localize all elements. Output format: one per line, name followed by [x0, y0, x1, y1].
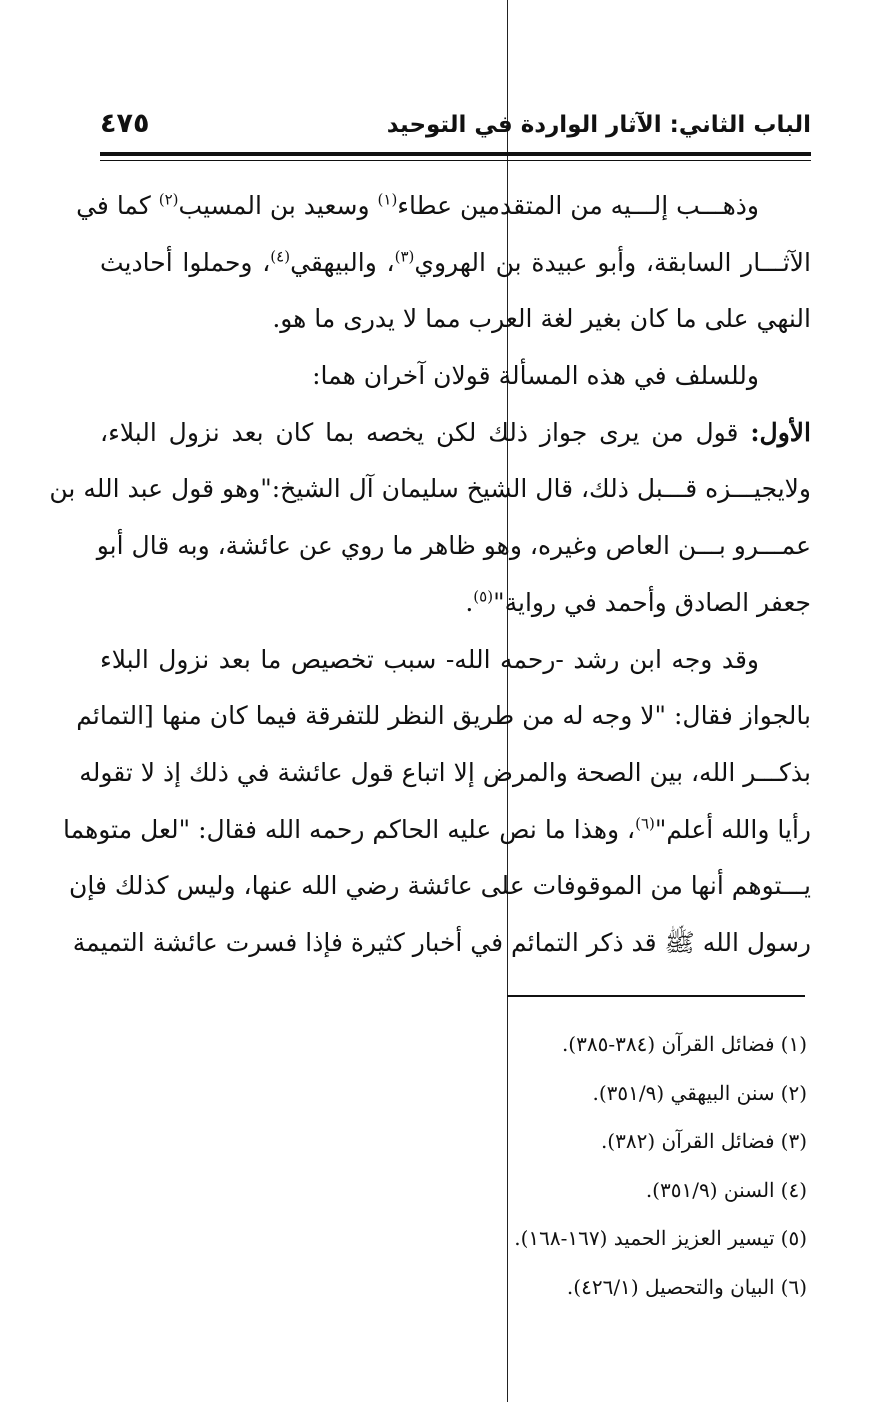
text-line [63, 802, 811, 859]
footnote-ref: (٦) [635, 814, 655, 833]
footnote-ref: (٥) [473, 587, 494, 606]
footnotes [514, 1020, 807, 1311]
text-line: يـــتوهم أنها من الموقوفات على عائشة رضي الله عنها، وليس كذلك فإن [68, 871, 811, 901]
footnote-separator [507, 995, 805, 997]
footnote-number: (١) [780, 1032, 807, 1056]
text-segment: قول من يرى جواز ذلك لكن يخصه بما كان بعد نزول البلاء، [100, 417, 739, 447]
footnote-ref: (٣) [394, 247, 415, 266]
footnote-ref: (٤) [270, 247, 291, 266]
text-segment: رأيا والله أعلم" [654, 814, 811, 844]
footnote-text: فضائل القرآن (٣٨٤-٣٨٥). [561, 1032, 775, 1056]
text-segment: كما في [76, 191, 159, 220]
text-line: رسول الله ﷺ قد ذكر التمائم في أخبار كثيرة فإذا فسرت عائشة التميمة [72, 927, 811, 957]
footnote-ref: (١) [377, 190, 398, 209]
text-line: ولايجيـــزه قـــبل ذلك، قال الشيخ سليمان آل الشيخ:"وهو قول عبد الله بن [49, 474, 811, 504]
text-segment: ، والبيهقي [290, 247, 395, 277]
footnote-number: (٢) [780, 1080, 807, 1105]
main-text [49, 178, 812, 972]
footnote-number: (٣) [780, 1129, 807, 1153]
footnote-ref: (٢) [158, 190, 179, 209]
text-line: عمـــرو بـــن العاص وغيره، وهو ظاهر ما روي عن عائشة، وبه قال أبو [96, 531, 811, 561]
text-line: النهي على ما كان بغير لغة العرب مما لا يدرى ما هو. [272, 304, 811, 334]
text-segment: الآثـــار السابقة، وأبو عبيدة بن الهروي [414, 247, 812, 277]
footnote-number: (٥) [780, 1226, 807, 1250]
text-segment: ، وهذا ما نص عليه الحاكم رحمه الله فقال: "لعل متوهما [63, 814, 636, 844]
text-segment: . [465, 587, 474, 617]
footnote-text: فضائل القرآن (٣٨٢). [600, 1129, 775, 1153]
text-line: وقد وجه ابن رشد -رحمه الله- سبب تخصيص ما بعد نزول البلاء [100, 644, 759, 674]
text-segment: جعفر الصادق وأحمد في رواية" [493, 587, 811, 617]
text-line [100, 405, 811, 462]
text-line: وللسلف في هذه المسألة قولان آخران هما: [312, 361, 759, 391]
text-line: بالجواز فقال: "لا وجه له من طريق النظر للتفرقة فيما كان منها [التمائم [76, 701, 811, 731]
footnote-text: البيان والتحصيل (٤٢٦/١). [566, 1274, 775, 1299]
footnote-text: سنن البيهقي (٣٥١/٩). [592, 1080, 775, 1105]
text-line: بذكـــر الله، بين الصحة والمرض إلا اتباع قول عائشة في ذلك إذ لا تقوله [79, 757, 811, 787]
text-segment: ، وحملوا أحاديث [100, 247, 271, 277]
section-lead: الأول: [750, 417, 811, 447]
header-rule-thick [100, 152, 811, 156]
page-number: ٤٧٥ [100, 108, 150, 139]
footnote-text: تيسير العزيز الحميد (١٦٧-١٦٨). [514, 1226, 775, 1250]
footnote-number: (٦) [780, 1274, 807, 1299]
footnote [514, 1117, 807, 1166]
header-rule-thin [100, 160, 811, 161]
text-segment: وذهـــب إلـــيه من المتقدمين عطاء [397, 191, 759, 220]
footnote [514, 1166, 807, 1215]
text-line [100, 575, 811, 632]
footnote [514, 1214, 807, 1263]
footnote [514, 1263, 807, 1312]
footnote [514, 1020, 807, 1069]
page-header [100, 108, 811, 146]
text-line [76, 178, 811, 235]
text-line [100, 235, 811, 292]
text-segment: وسعيد بن المسيب [178, 191, 378, 220]
chapter-title: الباب الثاني: الآثار الواردة في التوحيد [386, 112, 811, 138]
footnote-number: (٤) [780, 1177, 807, 1202]
footnote [514, 1069, 807, 1118]
footnote-text: السنن (٣٥١/٩). [645, 1177, 775, 1202]
